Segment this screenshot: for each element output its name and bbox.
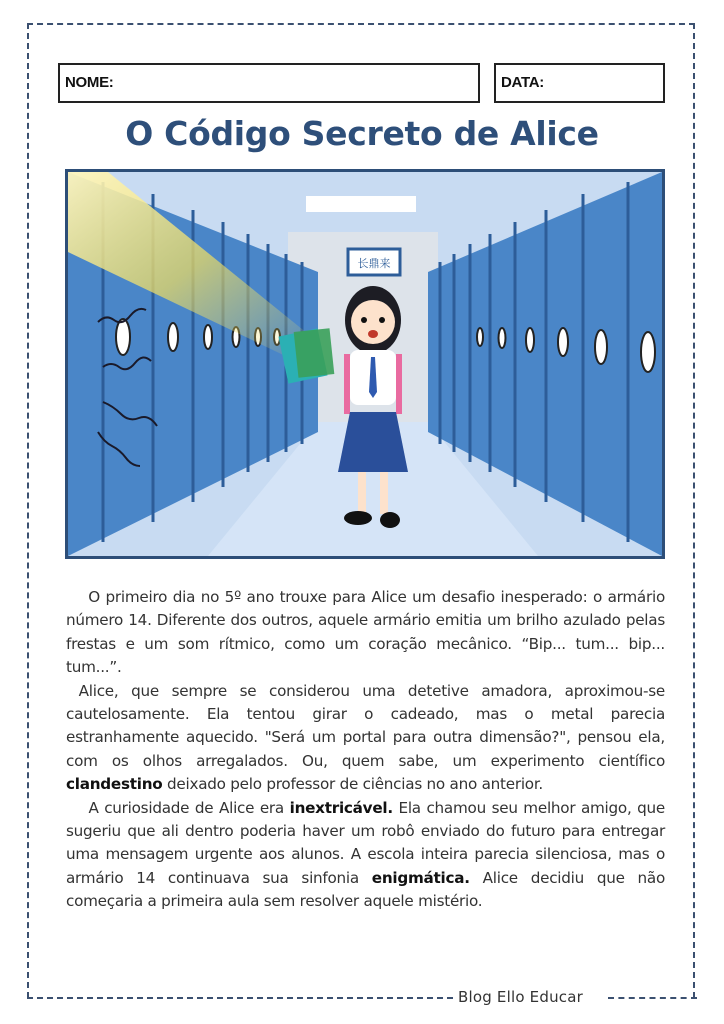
bold-word-clandestino: clandestino xyxy=(66,775,163,794)
hallway-sign: 长鼎来 xyxy=(357,257,391,270)
story-paragraph-1: O primeiro dia no 5º ano trouxe para Alice um desafio inesperado: o armário número 14. Diferente dos outros, aquele armário emitia um brilho azulado pelas frestas e um som rítmico, como um coração mecânico. “Bip... tum... bip... tum...”. xyxy=(66,588,670,677)
footer-credit: Blog Ello Educar xyxy=(458,988,583,1006)
bold-word-enigmatica: enigmática. xyxy=(371,868,470,887)
story-illustration xyxy=(65,169,665,559)
page-border-bottom-left xyxy=(27,997,453,999)
story-paragraph-2: Alice, que sempre se considerou uma detetive amadora, aproximou-se cautelosamente. Ela tentou girar o cadeado, mas o metal parecia estranhamente aquecido. "Será um portal para outra dimensão?", pensou ela, com os olhos arregalados. Ou, quem sabe, um experimento científico clandestino deixado pelo professor de ciências no ano anterior. xyxy=(66,681,670,794)
story-text xyxy=(66,586,670,914)
page-title: O Código Secreto de Alice xyxy=(125,114,599,153)
bold-word-inextricavel: inextricável. xyxy=(289,798,393,817)
date-label: DATA: xyxy=(501,74,544,91)
story-paragraph-3: A curiosidade de Alice era inextricável. Ela chamou seu melhor amigo, que sugeriu que ali dentro poderia haver um robô enviado do futuro para entregar uma mensagem urgente aos alunos. A escola inteira parecia silenciosa, mas o armário 14 continuava sua sinfonia enigmática. Alice decidiu que não começaria a primeira aula sem resolver aquele mistério. xyxy=(66,798,665,911)
page-border-bottom-right xyxy=(608,997,697,999)
name-label: NOME: xyxy=(65,74,114,91)
name-field[interactable] xyxy=(58,63,480,103)
hallway-lockers-illustration xyxy=(68,172,662,556)
date-field[interactable] xyxy=(494,63,665,103)
